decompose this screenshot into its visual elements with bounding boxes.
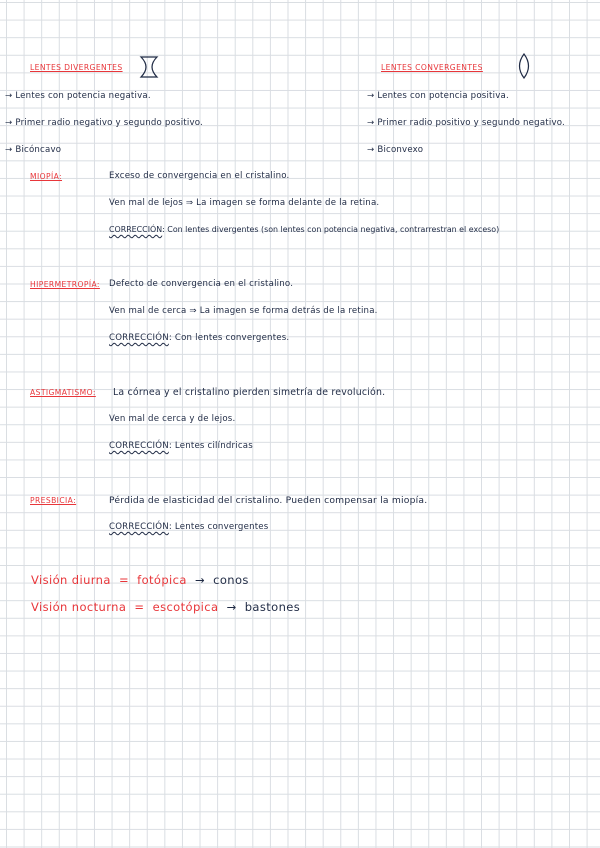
heading-convergent-lenses: LENTES CONVERGENTES xyxy=(381,63,483,72)
divergent-item-3: → Bicóncavo xyxy=(5,145,62,155)
astigmatismo-label: ASTIGMATISMO: xyxy=(30,388,96,397)
hipermetropia-correction: CORRECCIÓN: Con lentes convergentes. xyxy=(109,333,290,343)
miopia-label: MIOPÍA: xyxy=(30,172,63,181)
heading-divergent-lenses: LENTES DIVERGENTES xyxy=(30,63,123,72)
divergent-item-1: → Lentes con potencia negativa. xyxy=(5,91,151,101)
correction-label: CORRECCIÓN xyxy=(109,522,169,532)
correction-label: CORRECCIÓN xyxy=(109,225,163,234)
presbicia-label: PRESBICIA: xyxy=(30,496,77,505)
correction-label: CORRECCIÓN xyxy=(109,333,169,343)
astigmatismo-line-1: La córnea y el cristalino pierden simetría de revolución. xyxy=(113,387,386,398)
concave-lens-icon xyxy=(139,55,159,79)
convergent-item-3: → Biconvexo xyxy=(367,145,424,155)
miopia-line-1: Exceso de convergencia en el cristalino. xyxy=(109,171,290,181)
hipermetropia-line-2: Ven mal de cerca ⇒ La imagen se forma detrás de la retina. xyxy=(109,306,378,316)
convex-lens-icon xyxy=(515,52,533,80)
convergent-item-1: → Lentes con potencia positiva. xyxy=(367,91,509,101)
presbicia-line-1: Pérdida de elasticidad del cristalino. Pueden compensar la miopía. xyxy=(109,495,428,506)
miopia-line-2: Ven mal de lejos ⇒ La imagen se forma delante de la retina. xyxy=(109,198,380,208)
correction-label: CORRECCIÓN xyxy=(109,441,169,451)
vision-diurna-line: Visión diurna = fotópica → conos xyxy=(31,573,249,587)
astigmatismo-correction: CORRECCIÓN: Lentes cilíndricas xyxy=(109,441,253,451)
hipermetropia-line-1: Defecto de convergencia en el cristalino. xyxy=(109,279,294,289)
hipermetropia-label: HIPERMETROPÍA: xyxy=(30,280,100,289)
astigmatismo-line-2: Ven mal de cerca y de lejos. xyxy=(109,414,236,424)
presbicia-correction: CORRECCIÓN: Lentes convergentes xyxy=(109,522,269,532)
vision-nocturna-line: Visión nocturna = escotópica → bastones xyxy=(31,600,301,614)
divergent-item-2: → Primer radio negativo y segundo positivo. xyxy=(5,118,203,128)
convergent-item-2: → Primer radio positivo y segundo negativo. xyxy=(367,118,565,128)
miopia-correction: CORRECCIÓN: Con lentes divergentes (son lentes con potencia negativa, contrarrestran el exceso) xyxy=(109,225,500,234)
